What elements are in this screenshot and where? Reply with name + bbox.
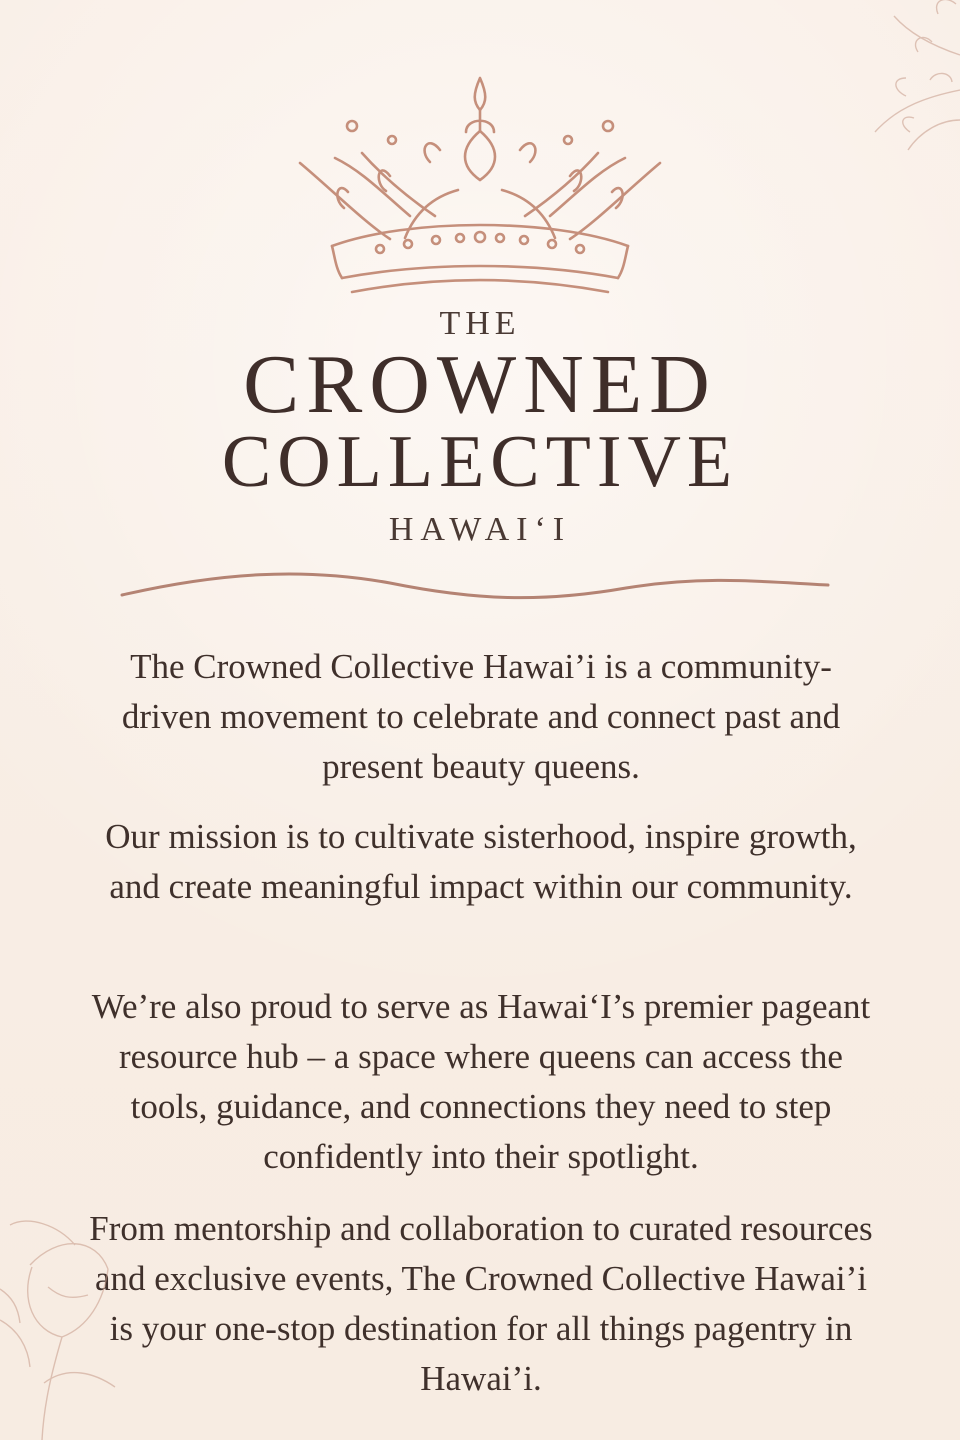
title-collective: COLLECTIVE <box>221 421 739 503</box>
floral-decoration-icon <box>0 1205 140 1440</box>
floral-decoration-icon <box>810 0 960 170</box>
title-the: THE <box>439 305 521 342</box>
title-crowned: CROWNED <box>243 338 717 431</box>
wave-divider-icon <box>120 565 830 610</box>
crown-icon <box>290 68 670 298</box>
mission-paragraph: Our mission is to cultivate sisterhood, inspire growth, and create meaningful impact within our community. <box>105 817 857 906</box>
title-hawaii: HAWAI‘I <box>388 511 572 548</box>
intro-paragraph: The Crowned Collective Hawai’i is a community-driven movement to celebrate and connect past and present beauty queens. <box>121 647 841 786</box>
resource-hub-paragraph: We’re also proud to serve as Hawai‘I’s premier pageant resource hub – a space where queens can access the tools, guidance, and connections they need to step confidently into their spotlight. <box>91 987 871 1176</box>
closing-paragraph: From mentorship and collaboration to curated resources and exclusive events, The Crowned Collective Hawai’i is your one-stop destination for all things pagentry in Hawai’i. <box>89 1209 873 1398</box>
